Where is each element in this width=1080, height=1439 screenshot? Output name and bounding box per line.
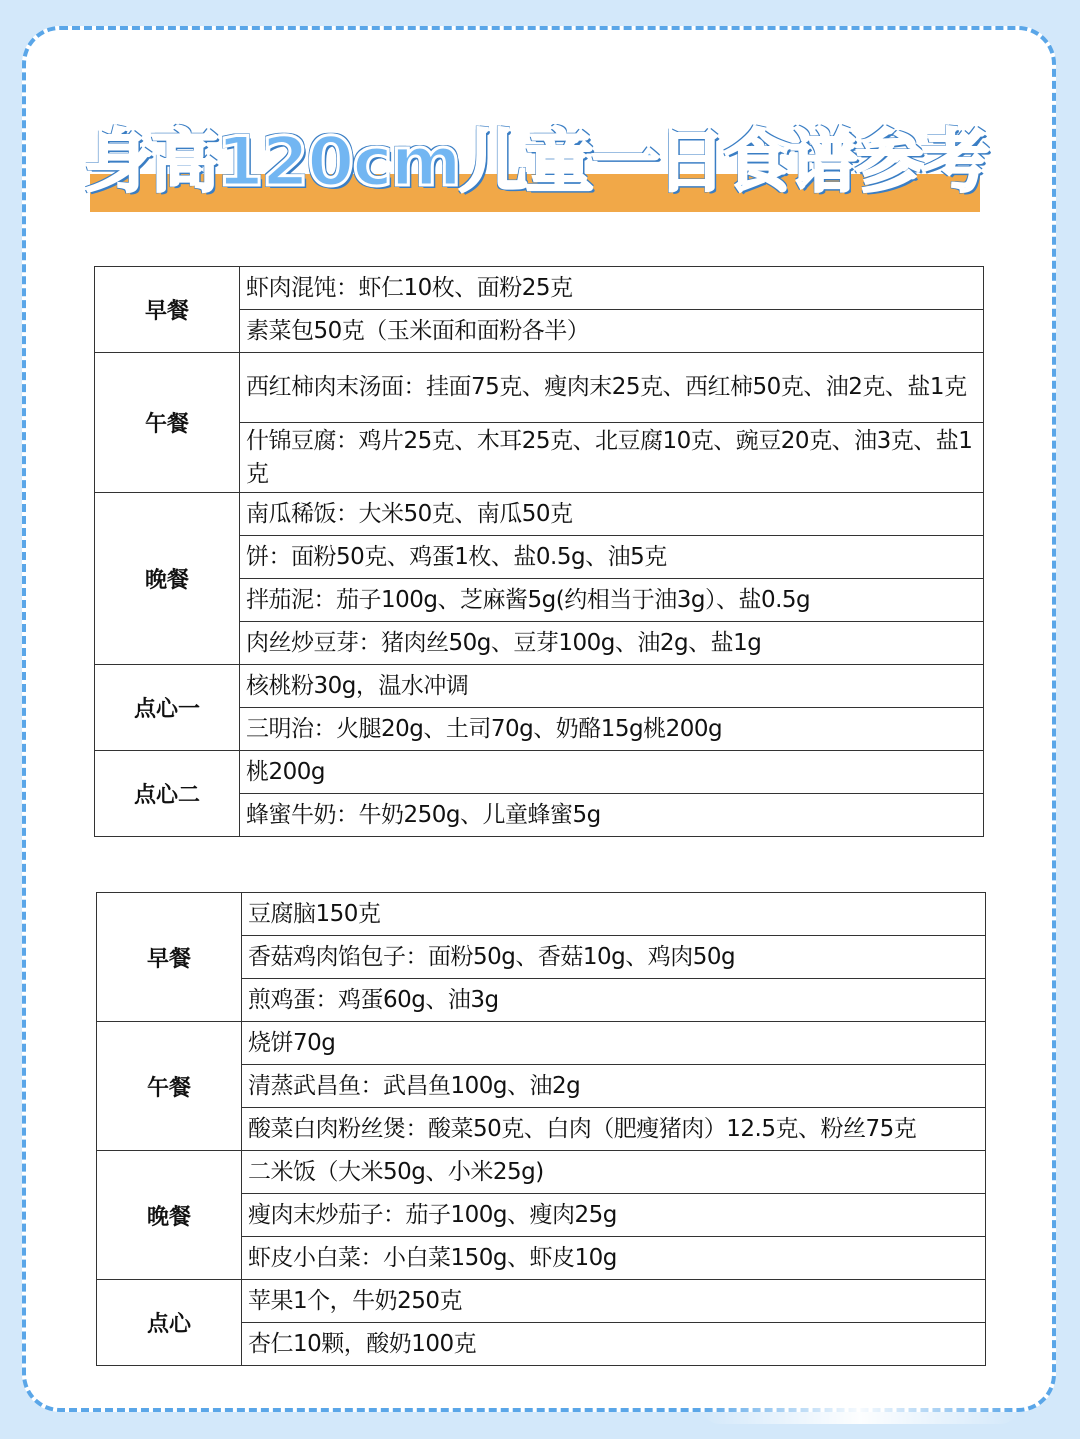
menu-item: 南瓜稀饭：大米50克、南瓜50克 [240, 493, 984, 536]
table-row [97, 1022, 986, 1065]
menu-item: 拌茄泥：茄子100g、芝麻酱5g(约相当于油3g）、盐0.5g [240, 579, 984, 622]
table-row [97, 1151, 986, 1194]
menu-table-1 [94, 266, 984, 837]
table-row [95, 665, 984, 708]
title-area [56, 100, 1016, 220]
menu-item: 蜂蜜牛奶：牛奶250g、儿童蜂蜜5g [240, 794, 984, 837]
menu-item: 素菜包50克（玉米面和面粉各半） [240, 310, 984, 353]
table-row [95, 751, 984, 794]
meal-label: 点心 [97, 1280, 242, 1366]
menu-item: 香菇鸡肉馅包子：面粉50g、香菇10g、鸡肉50g [242, 936, 986, 979]
menu-item: 酸菜白肉粉丝煲：酸菜50克、白肉（肥瘦猪肉）12.5克、粉丝75克 [242, 1108, 986, 1151]
meal-label: 晚餐 [97, 1151, 242, 1280]
table-row [97, 893, 986, 936]
menu-item: 苹果1个，牛奶250克 [242, 1280, 986, 1323]
meal-label: 早餐 [97, 893, 242, 1022]
menu-item: 杏仁10颗，酸奶100克 [242, 1323, 986, 1366]
table-row [95, 353, 984, 423]
menu-item: 二米饭（大米50g、小米25g) [242, 1151, 986, 1194]
page-title: 身高120cm儿童一日食谱参考 [84, 123, 988, 202]
meal-label: 早餐 [95, 267, 240, 353]
meal-label: 点心二 [95, 751, 240, 837]
menu-item: 饼：面粉50克、鸡蛋1枚、盐0.5g、油5克 [240, 536, 984, 579]
menu-item: 核桃粉30g，温水冲调 [240, 665, 984, 708]
menu-item: 什锦豆腐：鸡片25克、木耳25克、北豆腐10克、豌豆20克、油3克、盐1克 [240, 423, 984, 493]
menu-item: 豆腐脑150克 [242, 893, 986, 936]
menu-item: 清蒸武昌鱼：武昌鱼100g、油2g [242, 1065, 986, 1108]
menu-item: 虾皮小白菜：小白菜150g、虾皮10g [242, 1237, 986, 1280]
meal-label: 午餐 [95, 353, 240, 493]
table-row [95, 493, 984, 536]
screen-glare [700, 1384, 1020, 1424]
menu-item: 煎鸡蛋：鸡蛋60g、油3g [242, 979, 986, 1022]
menu-table-2 [96, 892, 986, 1366]
menu-item: 桃200g [240, 751, 984, 794]
menu-item: 瘦肉末炒茄子：茄子100g、瘦肉25g [242, 1194, 986, 1237]
menu-item: 西红柿肉末汤面：挂面75克、瘦肉末25克、西红柿50克、油2克、盐1克 [240, 353, 984, 423]
meal-label: 点心一 [95, 665, 240, 751]
menu-item: 肉丝炒豆芽：猪肉丝50g、豆芽100g、油2g、盐1g [240, 622, 984, 665]
menu-item: 三明治：火腿20g、土司70g、奶酪15g桃200g [240, 708, 984, 751]
menu-item: 烧饼70g [242, 1022, 986, 1065]
table-row [97, 1280, 986, 1323]
table-row [95, 267, 984, 310]
meal-label: 午餐 [97, 1022, 242, 1151]
menu-item: 虾肉混饨：虾仁10枚、面粉25克 [240, 267, 984, 310]
meal-label: 晚餐 [95, 493, 240, 665]
